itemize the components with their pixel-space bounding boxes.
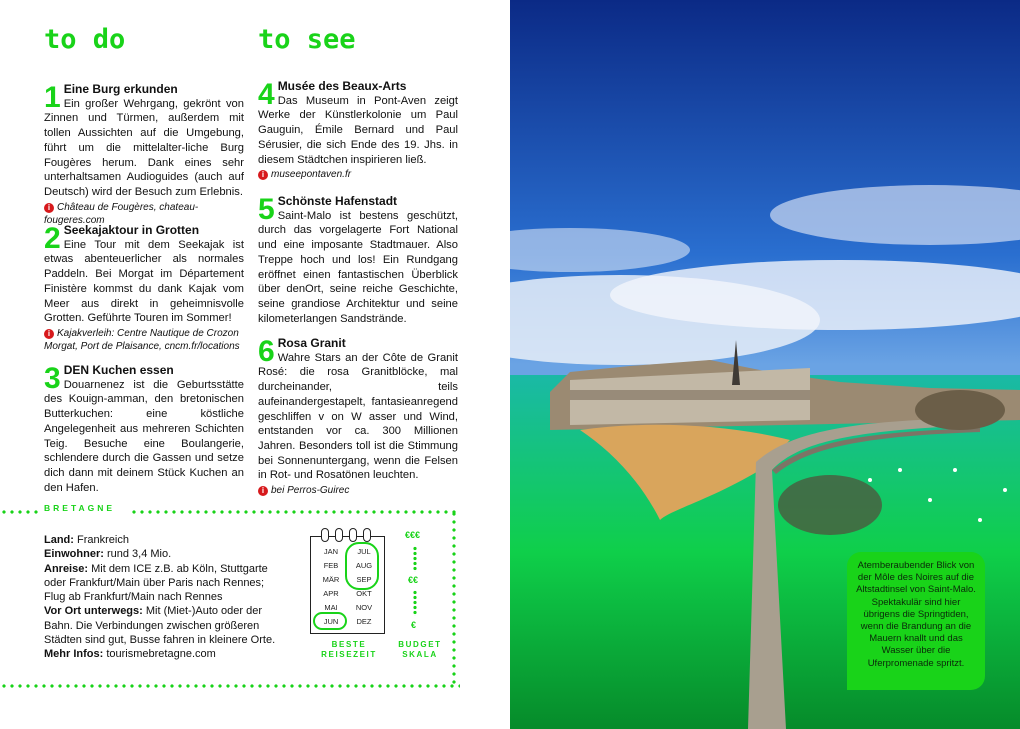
info-icon: i [44, 203, 54, 213]
dotted-border-bottom [0, 684, 460, 688]
month: MÄR [322, 575, 340, 584]
entry-title: Musée des Beaux-Arts [277, 79, 407, 93]
entry-number: 4 [258, 78, 275, 111]
month: JUL [357, 547, 371, 556]
month: FEB [323, 561, 339, 570]
month: JUN [323, 617, 339, 626]
entry-note: museepontaven.fr [271, 169, 352, 181]
entry-text: Douarnenez ist die Geburtsstätte des Kouign-amman, den bretonischen Butterkuchen: eine köstliche Angelegenheit aus mehreren Schichten Teig. Besuche eine Boulangerie, schlendere durch die Gassen und setze dich dann mit deinem Stück Kuchen an den Hafen. [44, 378, 244, 494]
month: SEP [356, 575, 372, 584]
heading-tosee: to see [258, 24, 356, 55]
facts-list [44, 533, 284, 662]
month: APR [323, 589, 339, 598]
dotted-border-top-left [0, 510, 40, 514]
fact-anreise: Anreise: Mit dem ICE z.B. ab Köln, Stuttgarte oder Frankfurt/Main über Paris nach Rennes; Flug ab Frankfurt/Main nach Rennes [44, 562, 268, 604]
fact-einwohner: Einwohner: rund 3,4 Mio. [44, 548, 172, 561]
budget-low: € [411, 620, 417, 630]
entry-title: Seekajaktour in Grotten [63, 223, 200, 237]
dotted-border-top [130, 510, 460, 514]
month: AUG [355, 561, 373, 570]
entry-text: Saint-Malo ist bestens geschützt, durch das vorgelagerte Fort National und eine imposante Stadtmauer. Also Treppe hoch und los! Ein Rundgang eröffnet einen fantastischen Überblick über denOrt, seine reiche Geschichte, seine grandiose Architektur und seine kilometerlangen Sandstrände. [258, 209, 458, 325]
entry-number: 2 [44, 222, 61, 255]
dotted-border-right [452, 510, 456, 686]
entry-title: Schönste Hafenstadt [277, 194, 398, 208]
month: MAI [324, 603, 338, 612]
budget-line [413, 546, 417, 572]
entry-note: Château de Fougères, chateau-fougeres.com [44, 201, 199, 227]
budget-line [413, 590, 417, 616]
entry-text: Eine Tour mit dem Seekajak ist etwas abenteuerlicher als normales Paddeln. Bei Morgat im Département Finistère kommst du dank Kajak vom Meer aus direkt in geheimnisvolle Grotten. Geführte Touren im Sommer! [44, 238, 244, 325]
entry-2 [44, 223, 244, 354]
section-label: BRETAGNE [44, 503, 116, 513]
heading-todo: to do [44, 24, 126, 55]
highlight-circle-jun [313, 612, 347, 630]
entry-1 [44, 82, 244, 228]
info-icon: i [258, 170, 268, 180]
best-time-label: BESTE REISEZEIT [321, 640, 377, 659]
entry-5 [258, 194, 458, 326]
fact-land: Land: Frankreich [44, 534, 129, 546]
entry-6 [258, 336, 458, 498]
budget-high: €€€ [405, 530, 421, 540]
fact-vorort: Vor Ort unterwegs: Mit (Miet-)Auto oder der Bahn. Die Verbindungen zwischen größeren Städten sind gut, Busse fahren in kleinere Orte. [44, 605, 276, 647]
info-icon: i [44, 329, 54, 339]
entry-title: DEN Kuchen essen [63, 363, 174, 377]
month: OKT [356, 589, 372, 598]
entry-title: Eine Burg erkunden [63, 82, 178, 96]
highlight-circle-jul-sep [345, 542, 379, 590]
entry-number: 5 [258, 193, 275, 226]
entry-4 [258, 79, 458, 182]
entry-note: bei Perros-Guirec [271, 485, 350, 497]
entry-text: Ein großer Wehrgang, gekrönt von Zinnen und Türmen, außerdem mit tollen Aussichten auf die Umgebung, führt um die mittelalter-liche Burg Fougères herum. Dank eines sehr unterhaltsamen Audioguides (auch auf Deutsch) wird der Besuch zum Erlebnis. [44, 97, 244, 198]
entry-number: 1 [44, 81, 61, 114]
entry-text: Wahre Stars an der Côte de Granit Rosé: die rosa Granitblöcke, mal durcheinander, teils aufeinandergestapelt, fantasieanregend geschliffen v on W asser und Wind, entstanden vor ca. 300 Millionen Jahren. Besonders toll ist die Stimmung bei Sonnenuntergang, wenn die Felsen in Rot- und Rosatönen leuchten. [258, 351, 458, 482]
entry-3 [44, 363, 244, 495]
entry-note: Kajakverleih: Centre Nautique de Crozon Morgat, Port de Plaisance, cncm.fr/locations [44, 327, 240, 353]
budget-scale-label: BUDGET SKALA [398, 640, 442, 659]
month: JAN [323, 547, 339, 556]
entry-number: 6 [258, 335, 275, 368]
budget-mid: €€ [408, 575, 419, 585]
fact-mehr: Mehr Infos: tourismebretagne.com [44, 648, 216, 661]
entry-text: Das Museum in Pont-Aven zeigt Werke der Künstlerkolonie um Paul Gauguin, Émile Bernard und Paul Sérusier, die sich Ende des 19. Jhs. in diesem Städtchen inspirieren ließ. [258, 94, 458, 166]
entry-number: 3 [44, 362, 61, 395]
month: NOV [355, 603, 373, 612]
info-icon: i [258, 486, 268, 496]
photo-caption: Atemberaubender Blick von der Môle des Noires auf die Altstadtinsel von Saint-Malo. Spektakulär sind hier übrigens die Springtiden, wenn die Brandung an die Mauern knallt und das Wasser über die Uferpromenade spritzt. [847, 552, 985, 690]
month: DEZ [356, 617, 372, 626]
entry-title: Rosa Granit [277, 336, 346, 350]
